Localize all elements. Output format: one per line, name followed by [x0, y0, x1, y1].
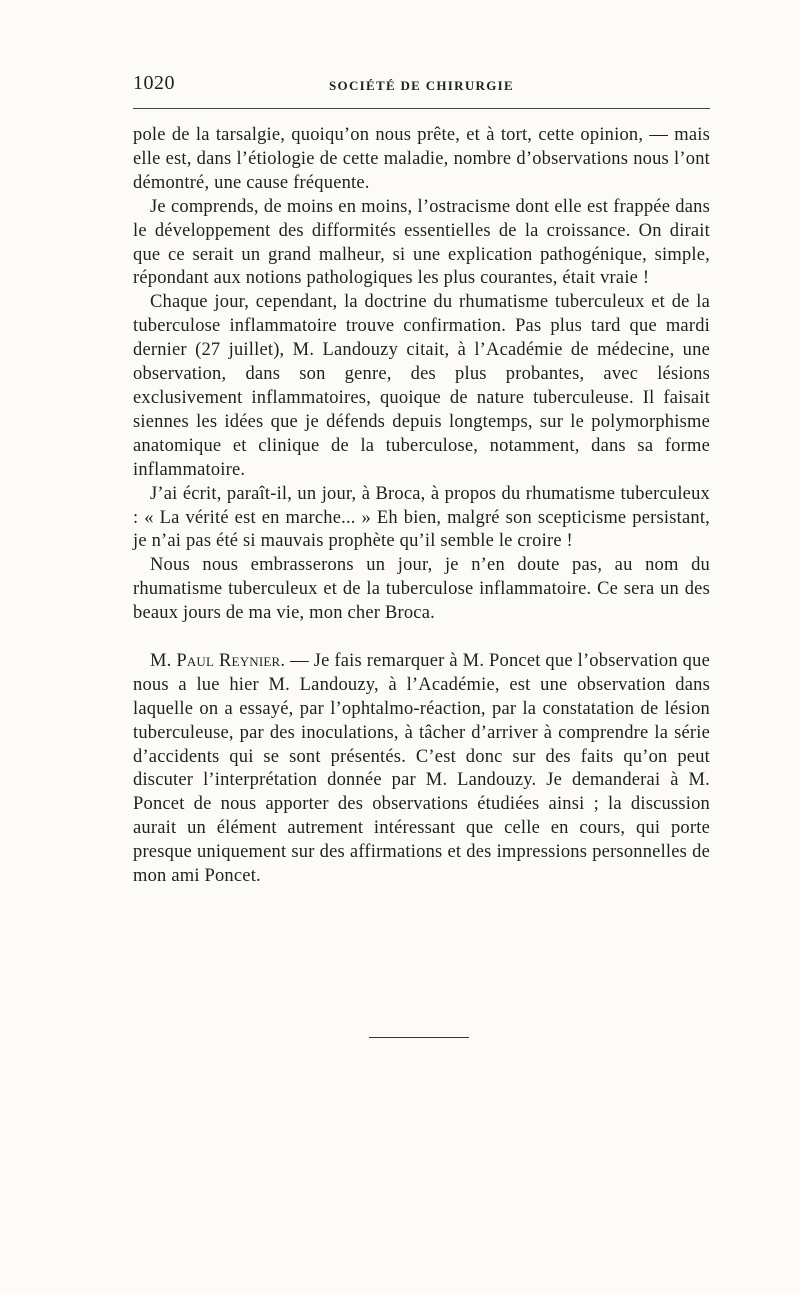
header-rule: [133, 108, 710, 109]
running-head: SOCIÉTÉ DE CHIRURGIE: [329, 78, 514, 93]
speech-paragraph: [133, 650, 710, 889]
paragraph: Nous nous embrasserons un jour, je n’en doute pas, au nom du rhumatisme tuberculeux et de la tuberculose inflammatoire. Ce sera un des beaux jours de ma vie, mon cher Broca.: [133, 555, 710, 624]
body-text: [133, 124, 710, 889]
paragraph: pole de la tarsalgie, quoiqu’on nous prête, et à tort, cette opinion, — mais elle est, dans l’étiologie de cette maladie, nombre d’observations nous l’ont démontré, une cause fréquente.: [133, 125, 710, 193]
paragraph: J’ai écrit, paraît-il, un jour, à Broca, à propos du rhumatisme tuberculeux : « La vérité est en marche... » Eh bien, malgré son scepticisme persistant, je n’ai pas été si mauvais prophète qu’il semble le croire !: [133, 483, 710, 552]
paragraph: Chaque jour, cependant, la doctrine du rhumatisme tuberculeux et de la tuberculose inflammatoire trouve confirmation. Pas plus tard que mardi dernier (27 juillet), M. Landouzy citait, à l’Académie de médecine, une observation, dans son genre, des plus probantes, avec lésions exclusivement inflammatoires, quoique de nature tuberculeuse. Il faisait siennes les idées que je défends depuis longtemps, sur le polymorphisme anatomique et clinique de la tuberculose, notamment, dans sa forme inflammatoire.: [133, 292, 710, 480]
page-number: 1020: [133, 72, 175, 94]
paragraph: Je comprends, de moins en moins, l’ostracisme dont elle est frappée dans le développement des difformités essentielles de la croissance. On dirait que ce serait un grand malheur, si une explication pathogénique, simple, répondant aux notions pathologiques les plus courantes, était vraie !: [133, 196, 710, 289]
section-end-rule: [369, 1037, 469, 1038]
speaker-name: M. Paul Reynier.: [150, 650, 286, 671]
page-header: [133, 72, 710, 102]
speech-text: — Je fais remarquer à M. Poncet que l’observation que nous a lue hier M. Landouzy, à l’Académie, est une observation dans laquelle on a essayé, par l’ophtalmo-réaction, par la constatation de lésion tuberculeuse, par des inoculations, à tâcher d’arriver à comprendre la série d’accidents qui se sont présentés. C’est donc sur des faits qu’on peut discuter l’interprétation donnée par M. Landouzy. Je demanderai à M. Poncet de nous apporter des observations étudiées ainsi ; la discussion aurait un élément autrement intéressant que celle en cours, qui porte presque uniquement sur des affirmations et des impressions personnelles de mon ami Poncet.: [133, 650, 710, 887]
